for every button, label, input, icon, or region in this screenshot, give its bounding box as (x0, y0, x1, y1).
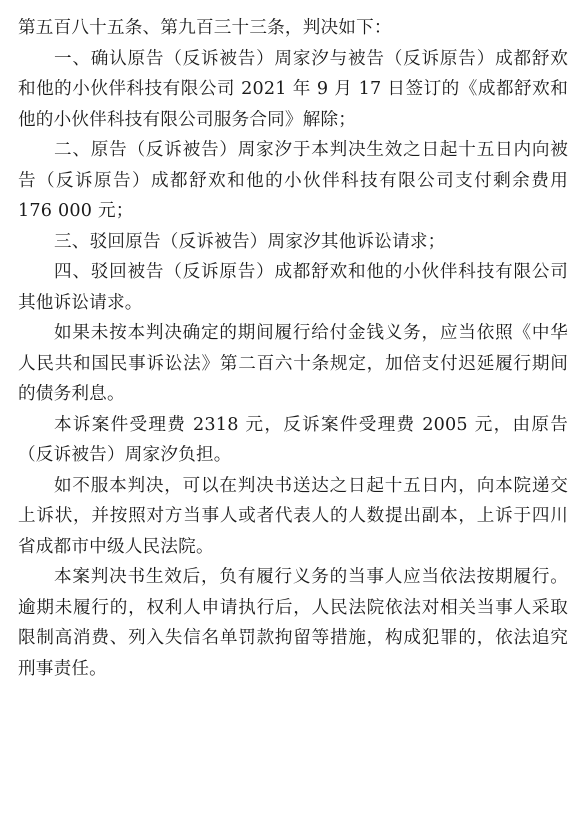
judgment-document-body (18, 13, 568, 684)
paragraph-ruling-item-3: 三、驳回原告（反诉被告）周家汐其他诉讼请求； (54, 231, 446, 252)
paragraph-ruling-item-4: 四、驳回被告（反诉原告）成都舒欢和他的小伙伴科技有限公司其他诉讼请求。 (18, 262, 568, 313)
paragraph-late-payment-interest: 如果未按本判决确定的期间履行给付金钱义务，应当依照《中华人民共和国民事诉讼法》第二百六十条规定，加倍支付迟延履行期间的债务利息。 (18, 323, 568, 404)
paragraph-appeal-notice: 如不服本判决，可以在判决书送达之日起十五日内，向本院递交上诉状，并按照对方当事人或者代表人的人数提出副本，上诉于四川省成都市中级人民法院。 (18, 475, 568, 557)
paragraph-enforcement-notice: 本案判决书生效后，负有履行义务的当事人应当依法按期履行。逾期未履行的，权利人申请执行后，人民法院依法对相关当事人采取限制高消费、列入失信名单罚款拘留等措施，构成犯罪的，依法追究刑事责任。 (18, 567, 568, 679)
paragraph-judgment-intro: 第五百八十五条、第九百三十三条，判决如下： (18, 18, 392, 38)
paragraph-case-fees: 本诉案件受理费 2318 元，反诉案件受理费 2005 元，由原告（反诉被告）周家汐负担。 (18, 414, 568, 465)
paragraph-ruling-item-1: 一、确认原告（反诉被告）周家汐与被告（反诉原告）成都舒欢和他的小伙伴科技有限公司 2021 年 9 月 17 日签订的《成都舒欢和他的小伙伴科技有限公司服务合同》解除； (18, 48, 568, 130)
paragraph-ruling-item-2: 二、原告（反诉被告）周家汐于本判决生效之日起十五日内向被告（反诉原告）成都舒欢和他的小伙伴科技有限公司支付剩余费用 176 000 元； (18, 140, 568, 221)
